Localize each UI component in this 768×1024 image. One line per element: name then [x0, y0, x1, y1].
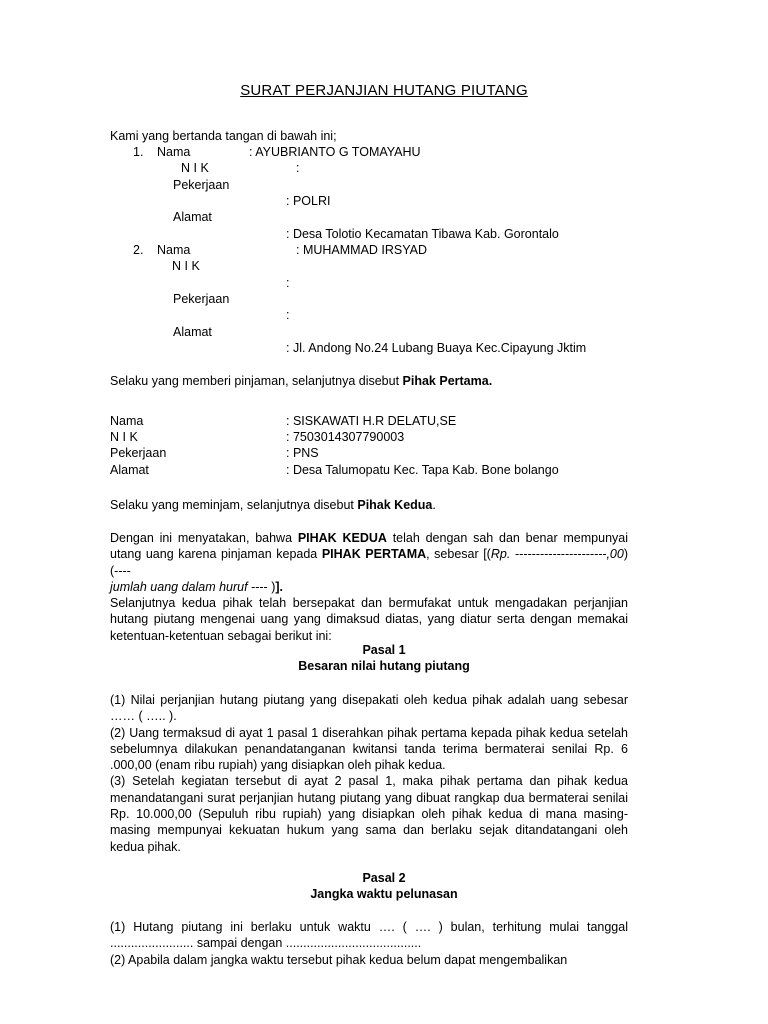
item2-pekerjaan-label: Pekerjaan [173, 292, 230, 306]
party2-nama-value: : SISKAWATI H.R DELATU,SE [286, 414, 457, 428]
party2-pekerjaan-value: : PNS [286, 446, 319, 460]
pasal1-ayat1: (1) Nilai perjanjian hutang piutang yang disepakati oleh kedua pihak adalah uang sebesar …… ( ….. ). [110, 693, 628, 724]
pihak-kedua-label: Pihak Kedua [357, 498, 433, 512]
pasal1-body [110, 692, 628, 855]
item2-nik-label: N I K [172, 259, 200, 273]
pasal1-ayat3: (3) Setelah kegiatan tersebut di ayat 2 pasal 1, maka pihak pertama dan pihak kedua menandatangani surat perjanjian hutang piutang yang dibuat rangkap dua bermaterai senilai Rp. 10.000,00 (Sepuluh ribu rupiah) yang disiapkan oleh pihak kedua di mana masing-masing mempunyai kekuatan hukum yang sama dan berlaku sejak ditandatangani oleh kedua pihak. [110, 774, 628, 854]
statement-paragraph: Dengan ini menyatakan, bahwa PIHAK KEDUA telah dengan sah dan benar mempunyai utang uang karena pinjaman kepada PIHAK PERTAMA, sebesar [(Rp. ----------------------,00) (---- jumlah uang dalam huruf ---- )]. [110, 531, 629, 594]
party2-alamat-value: : Desa Talumopatu Kec. Tapa Kab. Bone bolango [286, 463, 559, 477]
item1-alamat-label: Alamat [173, 210, 212, 224]
pasal2-subheading: Jangka waktu pelunasan [310, 887, 458, 901]
party2-alamat-label: Alamat [110, 463, 149, 477]
item2-number: 2. [133, 243, 144, 257]
pasal1-ayat2: (2) Uang termaksud di ayat 1 pasal 1 diserahkan pihak pertama kepada pihak kedua setelah sebelumnya dilakukan penandatanganan kwitansi tanda terima bermaterai senilai Rp. 6 .000,00 (enam ribu rupiah) yang disiapkan oleh pihak kedua. [110, 725, 628, 773]
item2-nama-label: Nama [157, 243, 191, 257]
party2-nik-value: : 7503014307790003 [286, 430, 405, 444]
item1-number: 1. [133, 145, 144, 159]
item1-pekerjaan-label: Pekerjaan [173, 178, 230, 192]
item2-alamat-label: Alamat [173, 325, 212, 339]
party2-pekerjaan-label: Pekerjaan [110, 446, 167, 460]
item1-nik-label: N I K [181, 161, 209, 175]
pihak-pertama-role: Selaku yang memberi pinjaman, selanjutnya disebut Pihak Pertama. [110, 374, 493, 388]
pasal2-ayat1: (1) Hutang piutang ini berlaku untuk waktu …. ( …. ) bulan, terhitung mulai tanggal ........................ sampai dengan ....................................... [110, 920, 628, 951]
pihak-pertama-label: Pihak Pertama. [402, 374, 493, 388]
item1-nama-label: Nama [157, 145, 191, 159]
intro-text: Kami yang bertanda tangan di bawah ini; [110, 129, 337, 143]
item2-nama-value: : MUHAMMAD IRSYAD [296, 243, 428, 257]
pasal1-subheading: Besaran nilai hutang piutang [298, 659, 470, 673]
item2-alamat-value: : Jl. Andong No.24 Lubang Buaya Kec.Cipayung Jktim [286, 341, 587, 355]
item2-pekerjaan-value: : [286, 308, 290, 322]
pasal1-heading: Pasal 1 [362, 643, 406, 657]
party2-nik-label: N I K [110, 430, 138, 444]
agreement-paragraph: Selanjutnya kedua pihak telah bersepakat dan bermufakat untuk mengadakan perjanjian hutang piutang mengenai uang yang dimaksud diatas, yang diatur serta dengan memakai ketentuan-ketentuan sebagai berikut ini: [110, 596, 628, 643]
item2-nik-value: : [286, 276, 290, 290]
party2-nama-label: Nama [110, 414, 144, 428]
statement-section [110, 530, 628, 644]
item1-alamat-value: : Desa Tolotio Kecamatan Tibawa Kab. Gorontalo [286, 227, 559, 241]
item1-pekerjaan-value: : POLRI [286, 194, 331, 208]
pasal2-body [110, 919, 628, 968]
item1-nik-value: : [296, 161, 300, 175]
pasal2-ayat2: (2) Apabila dalam jangka waktu tersebut pihak kedua belum dapat mengembalikan [110, 952, 568, 967]
item1-nama-value: : AYUBRIANTO G TOMAYAHU [249, 145, 421, 159]
pasal2-heading: Pasal 2 [362, 871, 406, 885]
document-title: SURAT PERJANJIAN HUTANG PIUTANG [240, 82, 528, 99]
pihak-kedua-role: Selaku yang meminjam, selanjutnya disebut Pihak Kedua. [110, 498, 436, 512]
